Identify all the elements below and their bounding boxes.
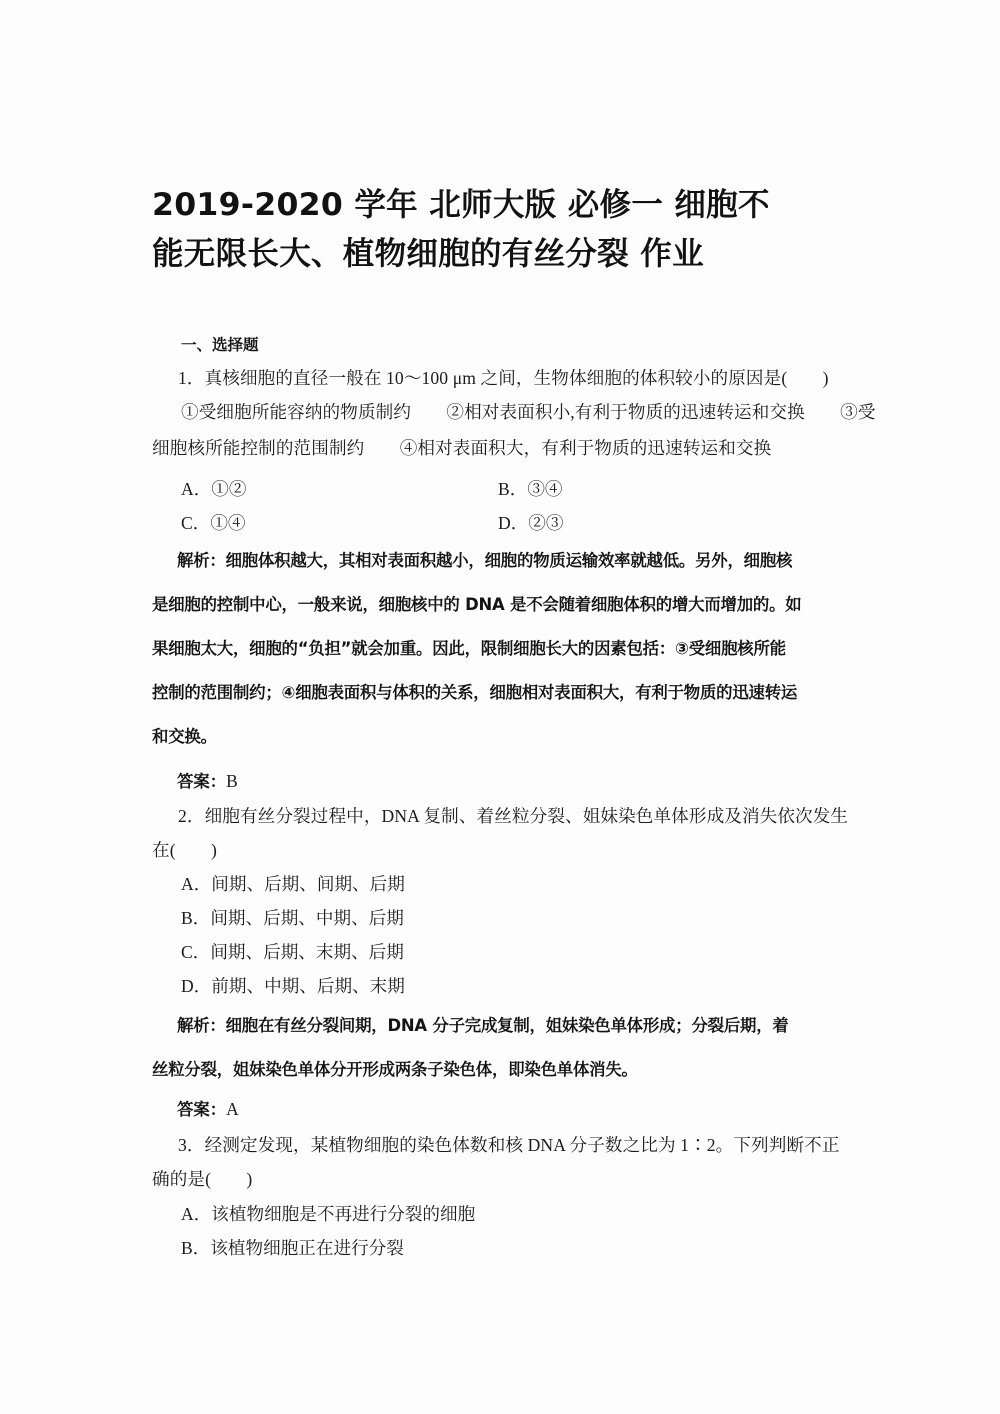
question-2-analysis-line-2: 丝粒分裂，姐妹染色单体分开形成两条子染色体，即染色单体消失。 [152, 1060, 638, 1079]
question-2-answer-label: 答案： [177, 1100, 227, 1119]
question-1-option-a[interactable]: A．①② [181, 479, 247, 499]
page-title-line-2: 能无限长大、植物细胞的有丝分裂 作业 [152, 236, 704, 272]
section-heading-choice-questions: 一、选择题 [181, 336, 259, 354]
question-3-option-a[interactable]: A．该植物细胞是不再进行分裂的细胞 [181, 1204, 476, 1224]
question-2-option-d[interactable]: D．前期、中期、后期、末期 [181, 976, 405, 996]
question-3-stem-line-2: 确的是( ) [152, 1169, 253, 1189]
question-3-option-b[interactable]: B．该植物细胞正在进行分裂 [181, 1238, 404, 1258]
question-1-analysis-line-2: 是细胞的控制中心，一般来说，细胞核中的 DNA 是不会随着细胞体积的增大而增加的。如 [152, 595, 802, 614]
question-2-stem-line-1: 2．细胞有丝分裂过程中，DNA 复制、着丝粒分裂、姐妹染色单体形成及消失依次发生 [178, 806, 849, 826]
question-2-analysis-line-1: 解析：细胞在有丝分裂间期，DNA 分子完成复制，姐妹染色单体形成；分裂后期，着 [177, 1016, 789, 1035]
question-1-stem-line-2: ①受细胞所能容纳的物质制约 ②相对表面积小,有利于物质的迅速转运和交换 ③受 [181, 402, 876, 422]
question-3-stem-line-1: 3．经测定发现，某植物细胞的染色体数和核 DNA 分子数之比为 1∶2。下列判断不正 [178, 1135, 840, 1155]
question-1-analysis-line-5: 和交换。 [152, 727, 217, 746]
question-1-answer [177, 769, 238, 794]
question-1-analysis-line-3: 果细胞太大，细胞的“负担”就会加重。因此，限制细胞长大的因素包括：③受细胞核所能 [152, 639, 786, 658]
question-1-analysis-line-4: 控制的范围制约；④细胞表面积与体积的关系，细胞相对表面积大，有利于物质的迅速转运 [152, 683, 798, 702]
question-1-stem-line-1: 1．真核细胞的直径一般在 10～100 μm 之间，生物体细胞的体积较小的原因是( ) [178, 368, 829, 388]
question-2-option-b[interactable]: B．间期、后期、中期、后期 [181, 908, 404, 928]
page-title [152, 181, 852, 279]
question-1-answer-value: B [226, 771, 239, 791]
question-1-option-c[interactable]: C．①④ [181, 513, 246, 533]
question-2-option-a[interactable]: A．间期、后期、间期、后期 [181, 874, 405, 894]
question-2-option-c[interactable]: C．间期、后期、末期、后期 [181, 942, 404, 962]
question-1-answer-label: 答案： [177, 772, 227, 791]
question-1-option-d[interactable]: D．②③ [498, 513, 564, 533]
question-2-answer [177, 1097, 239, 1122]
question-1-stem-line-3: 细胞核所能控制的范围制约 ④相对表面积大，有利于物质的迅速转运和交换 [152, 438, 772, 458]
page-title-line-1: 2019-2020 学年 北师大版 必修一 细胞不 [152, 187, 770, 223]
question-2-stem-line-2: 在( ) [152, 840, 217, 860]
question-1-analysis-line-1: 解析：细胞体积越大，其相对表面积越小，细胞的物质运输效率就越低。另外，细胞核 [177, 551, 793, 570]
question-2-answer-value: A [226, 1099, 240, 1119]
question-1-option-b[interactable]: B．③④ [498, 479, 563, 499]
